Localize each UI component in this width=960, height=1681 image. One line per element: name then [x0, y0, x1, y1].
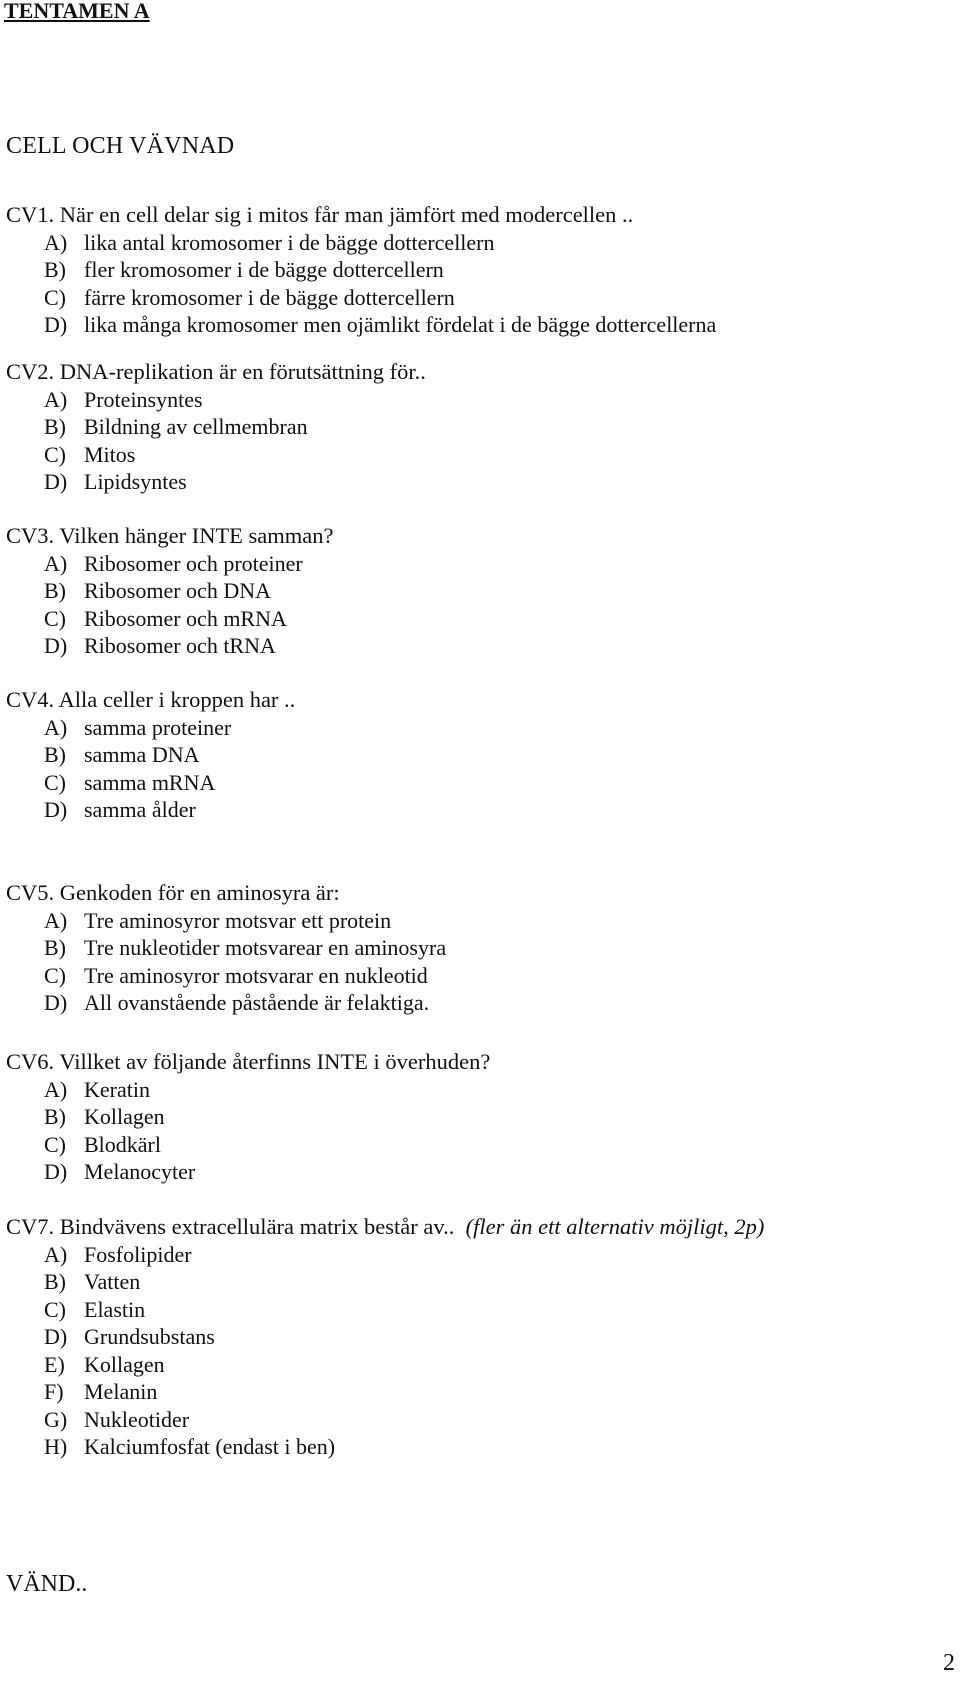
- option-text: lika många kromosomer men ojämlikt fördelat i de bägge dottercellerna: [84, 312, 717, 337]
- option-list: [6, 1076, 960, 1186]
- option-a: [44, 714, 960, 742]
- option-c: [44, 605, 960, 633]
- option-text: Vatten: [84, 1269, 141, 1294]
- option-text: Grundsubstans: [84, 1324, 215, 1349]
- section-title: CELL OCH VÄVNAD: [6, 133, 235, 159]
- turn-page-label: VÄND..: [6, 1571, 88, 1597]
- option-letter: G): [44, 1406, 68, 1432]
- option-text: Kalciumfosfat (endast i ben): [84, 1434, 336, 1459]
- option-text: Melanin: [84, 1379, 158, 1404]
- option-letter: C): [44, 1296, 66, 1322]
- option-list: [6, 386, 960, 496]
- option-c: [44, 962, 960, 990]
- option-text: lika antal kromosomer i de bägge dottercellern: [84, 229, 495, 255]
- option-g: [44, 1406, 960, 1434]
- option-a: [44, 1076, 960, 1104]
- option-letter: C): [44, 962, 66, 988]
- option-d: [44, 1323, 960, 1351]
- option-text: Fosfolipider: [84, 1241, 192, 1267]
- option-letter: C): [44, 284, 66, 310]
- option-b: [44, 741, 960, 769]
- option-letter: A): [44, 550, 68, 576]
- option-text: samma proteiner: [84, 714, 232, 740]
- option-list: [6, 907, 960, 1017]
- option-text: Keratin: [84, 1076, 150, 1102]
- option-text: Ribosomer och proteiner: [84, 550, 303, 576]
- option-letter: F): [44, 1379, 64, 1404]
- option-text: samma DNA: [84, 742, 200, 767]
- option-text: samma mRNA: [84, 769, 216, 795]
- option-letter: B): [44, 1104, 66, 1129]
- option-list: [6, 229, 960, 339]
- option-text: Mitos: [84, 441, 136, 467]
- option-d: [44, 1158, 960, 1186]
- question-cv5: [6, 879, 960, 1017]
- option-text: fler kromosomer i de bägge dottercellern: [84, 257, 444, 282]
- option-text: Tre nukleotider motsvarear en aminosyra: [84, 935, 447, 960]
- option-text: samma ålder: [84, 797, 196, 822]
- option-b: [44, 577, 960, 605]
- option-text: Lipidsyntes: [84, 469, 187, 494]
- option-text: Ribosomer och DNA: [84, 578, 271, 603]
- question-text: CV3. Vilken hänger INTE samman?: [6, 523, 334, 548]
- option-text: Ribosomer och tRNA: [84, 633, 276, 658]
- option-text: Kollagen: [84, 1351, 165, 1377]
- option-c: [44, 1131, 960, 1159]
- question-stem: CV7. Bindvävens extracellulära matrix består av..: [6, 1214, 455, 1239]
- option-d: [44, 632, 960, 660]
- option-letter: D): [44, 990, 68, 1015]
- option-c: [44, 1296, 960, 1324]
- option-text: Elastin: [84, 1296, 146, 1322]
- question-cv1: [6, 201, 960, 339]
- option-letter: A): [44, 386, 68, 412]
- option-letter: D): [44, 312, 68, 337]
- option-b: [44, 413, 960, 441]
- option-d: [44, 311, 960, 339]
- option-list: [6, 550, 960, 660]
- option-a: [44, 1241, 960, 1269]
- option-b: [44, 1103, 960, 1131]
- option-letter: D): [44, 1159, 68, 1184]
- option-letter: C): [44, 1131, 66, 1157]
- question-cv6: [6, 1048, 960, 1186]
- option-letter: B): [44, 1269, 66, 1294]
- option-letter: A): [44, 1241, 68, 1267]
- option-letter: A): [44, 1076, 68, 1102]
- option-letter: B): [44, 742, 66, 767]
- page-number: 2: [943, 1650, 955, 1676]
- option-text: Blodkärl: [84, 1131, 161, 1157]
- option-e: [44, 1351, 960, 1379]
- option-letter: A): [44, 229, 68, 255]
- question-text: CV5. Genkoden för en aminosyra är:: [6, 880, 340, 905]
- question-text: CV4. Alla celler i kroppen har ..: [6, 687, 296, 712]
- option-c: [44, 441, 960, 469]
- option-d: [44, 468, 960, 496]
- option-a: [44, 386, 960, 414]
- option-c: [44, 284, 960, 312]
- option-list: [6, 1241, 960, 1461]
- question-text: CV6. Villket av följande återfinns INTE i överhuden?: [6, 1049, 491, 1074]
- option-letter: D): [44, 633, 68, 658]
- option-letter: E): [44, 1351, 65, 1377]
- option-letter: B): [44, 257, 66, 282]
- option-letter: C): [44, 605, 66, 631]
- option-h: [44, 1433, 960, 1461]
- question-cv4: [6, 686, 960, 824]
- option-text: Tre aminosyror motsvar ett protein: [84, 907, 392, 933]
- option-c: [44, 769, 960, 797]
- question-note: (fler än ett alternativ möjligt, 2p): [465, 1214, 765, 1239]
- option-text: Nukleotider: [84, 1406, 190, 1432]
- option-text: All ovanstående påstående är felaktiga.: [84, 990, 430, 1015]
- option-b: [44, 934, 960, 962]
- option-text: Bildning av cellmembran: [84, 414, 308, 439]
- option-letter: D): [44, 1324, 68, 1349]
- option-a: [44, 550, 960, 578]
- question-cv7: [6, 1213, 960, 1461]
- option-a: [44, 229, 960, 257]
- option-f: [44, 1378, 960, 1406]
- option-list: [6, 714, 960, 824]
- option-d: [44, 989, 960, 1017]
- option-text: färre kromosomer i de bägge dottercellern: [84, 284, 455, 310]
- option-text: Melanocyter: [84, 1159, 196, 1184]
- option-letter: D): [44, 469, 68, 494]
- option-b: [44, 256, 960, 284]
- question-text: [6, 1213, 960, 1241]
- option-letter: A): [44, 907, 68, 933]
- question-cv2: [6, 358, 960, 496]
- question-text: CV2. DNA-replikation är en förutsättning för..: [6, 359, 426, 384]
- option-d: [44, 796, 960, 824]
- option-letter: D): [44, 797, 68, 822]
- option-letter: H): [44, 1434, 68, 1459]
- option-letter: B): [44, 935, 66, 960]
- option-b: [44, 1268, 960, 1296]
- page-title: TENTAMEN A: [4, 0, 150, 23]
- option-letter: B): [44, 578, 66, 603]
- option-letter: A): [44, 714, 68, 740]
- option-text: Kollagen: [84, 1104, 165, 1129]
- option-text: Tre aminosyror motsvarar en nukleotid: [84, 962, 428, 988]
- option-letter: B): [44, 414, 66, 439]
- option-text: Proteinsyntes: [84, 386, 203, 412]
- question-text: CV1. När en cell delar sig i mitos får man jämfört med modercellen ..: [6, 202, 634, 227]
- option-letter: C): [44, 441, 66, 467]
- option-a: [44, 907, 960, 935]
- option-text: Ribosomer och mRNA: [84, 605, 287, 631]
- question-cv3: [6, 522, 960, 660]
- option-letter: C): [44, 769, 66, 795]
